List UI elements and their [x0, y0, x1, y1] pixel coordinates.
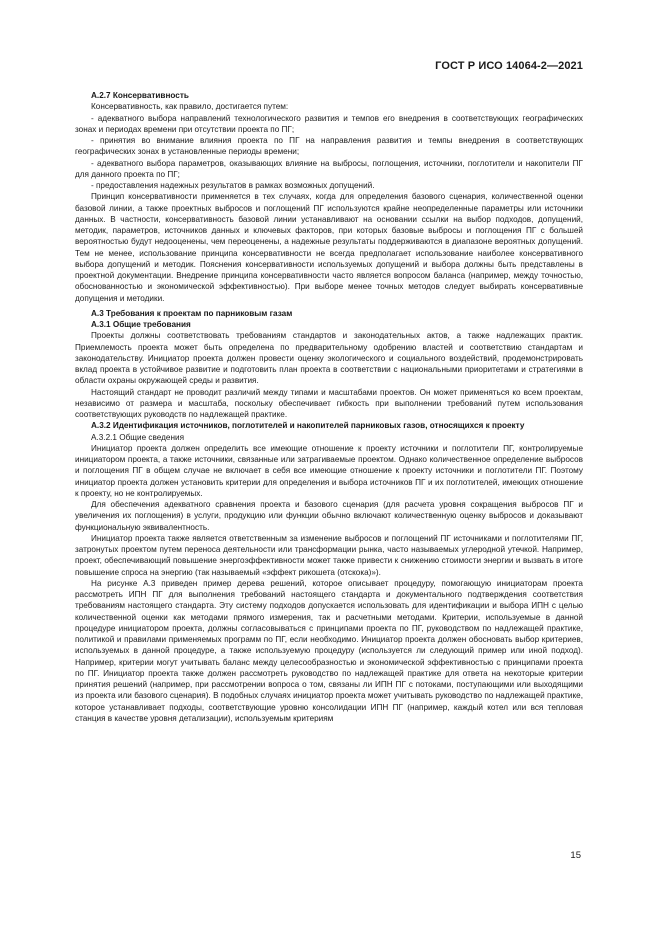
paragraph: Инициатор проекта также является ответственным за изменение выбросов и поглощений ПГ источниками и поглотителями ПГ, затронутых проектом путем переноса деятельности или трансформации рынка, часто называемых углеродной утечкой. Например, проект, обеспечивающий повышение энергоэффективности может также привести к снижению стоимости энергии и вызвать в итоге повышение спроса на энергию (так называемый «эффект рикошета (отскока)»).	[75, 533, 583, 577]
paragraph: Принцип консервативности применяется в тех случаях, когда для определения базового сценария, количественной оценки базовой линии, а также проектных выбросов и поглощений ПГ используются крайне неопределенные параметры или источники данных. В частности, консервативность базовой линии устанавливают на основании ссылки на выбор подходов, допущений, методик, параметров, источников данных и ключевых факторов, при которых базовые выбросы и поглощения ПГ с большей вероятностью будут недооценены, чем переоценены, а надежные результаты поддерживаются в диапазоне вероятных допущений. Тем не менее, использование принципа консервативности не всегда предполагает использование наиболее консервативного выбора допущений и методик. Пояснения консервативности используемых допущений и выбора должны быть представлены в проектной документации. Внедрение принципа консервативности часто является вопросом баланса (например, между точностью, обоснованностью и экономической эффективностью). При выборе менее точных методов следует выбирать консервативные допущения и методики.	[75, 192, 583, 303]
section-heading-a31: А.3.1 Общие требования	[91, 320, 191, 329]
section-heading-a32: А.3.2 Идентификация источников, поглотителей и накопителей парниковых газов, относящихся к проекту	[91, 421, 525, 431]
page-number: 15	[570, 850, 581, 861]
list-item: - предоставления надежных результатов в рамках возможных допущений.	[91, 181, 375, 190]
document-code: ГОСТ Р ИСО 14064-2—2021	[435, 60, 583, 72]
paragraph: Настоящий стандарт не проводит различий между типами и масштабами проектов. Он может применяться ко всем проектам, независимо от размера и масштаба, поскольку обеспечивает гибкость при выполнении требований путем использования соответствующих руководств по надлежащей практике.	[75, 387, 583, 419]
section-heading-a27: А.2.7 Консервативность	[91, 91, 189, 100]
paragraph: Инициатор проекта должен определить все имеющие отношение к проекту источники и поглотители ПГ, контролируемые инициатором проекта, а также источники, связанные или затрагиваемые проектом. Однако количественное определение выбросов и поглощения ПГ в общем случае не включает в себя все имеющие отношение к проекту источники и поглотители ПГ. Поэтому инициатор проекта должен установить критерии для определения и выбора источников ПГ и их поглотителей, имеющих отношение к проекту, но не контролируемых.	[75, 443, 583, 498]
list-item: - принятия во внимание влияния проекта по ПГ на направления развития и темпы внедрения в соответствующих географических зонах в установленные периоды времени;	[75, 136, 583, 157]
list-item: - адекватного выбора параметров, оказывающих влияние на выбросы, поглощения, источники, поглотители и накопители ПГ для данного проекта по ПГ;	[75, 158, 583, 179]
paragraph: Консервативность, как правило, достигается путем:	[91, 102, 289, 112]
document-body	[75, 90, 583, 724]
list-item: - адекватного выбора направлений технологического развития и темпов его внедрения в соответствующих географических зонах и периодах времени при отсутствии проекта по ПГ;	[75, 113, 583, 134]
paragraph: Для обеспечения адекватного сравнения проекта и базового сценария (для расчета уровня сокращения выбросов ПГ и увеличения их поглощения) в услуги, продукцию или функции обычно включают количественную оценку выбросов и доказывают функциональную эквивалентность.	[75, 500, 583, 532]
section-heading-a3: А.3 Требования к проектам по парниковым газам	[91, 308, 293, 318]
paragraph: Проекты должны соответствовать требованиям стандартов и законодательных актов, а также надлежащих практик. Приемлемость проекта может быть определена по предварительному одобрению властей и соответствию стандартам и законодательству. Инициатор проекта должен провести оценку экологического и социального воздействий, продемонстрировать вклад проекта в устойчивое развитие и подготовить план проекта в соответствии с национальными приоритетами и стратегиями в области охраны окружающей среды и развития.	[75, 331, 583, 386]
subsection-heading-a321: А.3.2.1 Общие сведения	[91, 432, 185, 442]
paragraph: На рисунке А.3 приведен пример дерева решений, которое описывает процедуру, помогающую инициаторам проекта рассмотреть ИПН ПГ для выполнения требований настоящего стандарта и документального подтверждения соответствия требованиям настоящего стандарта. Эту систему подходов допускается использовать для идентификации и выбора ИПН с целью количественной оценки как методами прямого измерения, так и расчетными методами. Критерии, используемые в данной процедуре инициатором проекта, должны согласовываться с принципами проекта по ПГ, руководством по надлежащей практике, политикой и правилами применяемых программ по ПГ, если необходимо. Инициатор проекта должен обосновать выбор критериев, используемых в данной процедуре, а также используемую процедуру (используется ли следующий пример или иной подход). Например, критерии могут учитывать баланс между целесообразностью и экономической эффективностью с принципами проекта по ПГ. Инициатор проекта также должен рассмотреть руководство по надлежащей практике для ответа на некоторые критерии принятия решений (например, при рассмотрении вопроса о том, связаны ли ИПН ПГ с потоками, поступающими или выходящими из проекта или базового сценария). В подобных случаях инициатор проекта может учитывать руководство по надлежащей практике, которое устанавливает подходы, соответствующие уровню консолидации ИПН ПГ (например, каждый котел или вся тепловая станция в качестве уровня детализации), используемым критериям	[75, 578, 583, 723]
